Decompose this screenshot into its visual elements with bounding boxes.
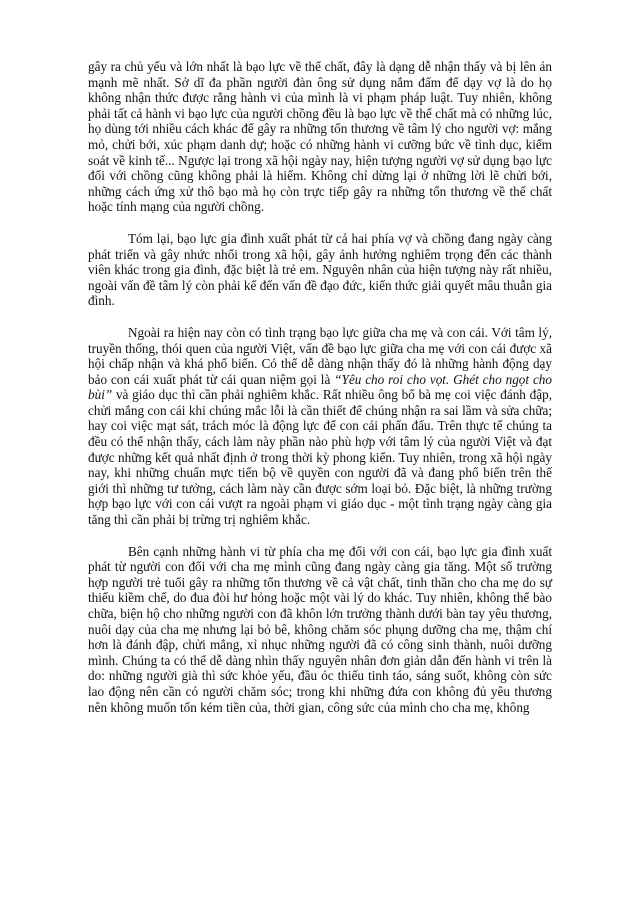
paragraph-2-text: Tóm lại, bạo lực gia đình xuất phát từ cả hai phía vợ và chồng đang ngày càng phát triển và gây nhức nhối trong xã hội, gây ảnh hưởng nghiêm trọng đến các thành viên khác trong gia đình, đặc biệt là trẻ em. Nguyên nhân của hiện tượng này rất nhiều, ngoài vấn đề tâm lý còn phải kể đến vấn đề đạo đức, kiến thức giải quyết mâu thuẫn gia đình. (88, 230, 552, 309)
paragraph-2 (88, 231, 552, 309)
paragraph-3-proverb: “Yêu cho roi cho vọt. Ghét cho ngọt cho bùi” (88, 371, 552, 403)
paragraph-3-text-start: Ngoài ra hiện nay còn có tình trạng bạo lực giữa cha mẹ và con cái. Với tâm lý, truyền thống, thói quen của người Việt, vấn đề bạo lực giữa cha mẹ với con cái được xã hội chấp nhận và khá phổ biến. Có thể dễ dàng nhận thấy đó là những hành động dạy bảo con cái xuất phát từ cái quan niệm gọi là (88, 324, 552, 387)
paragraph-4 (88, 544, 552, 716)
document-body (88, 59, 552, 715)
paragraph-1-text: gây ra chủ yếu và lớn nhất là bạo lực về thể chất, đây là dạng dễ nhận thấy và bị lên án mạnh mẽ nhất. Sở dĩ đa phần người đàn ông sử dụng nắm đấm để dạy vợ là do họ không nhận thức được rằng hành vi của mình là vi phạm pháp luật. Tuy nhiên, không phải tất cả hành vi bạo lực của người chồng đều là bạo lực về thể chất mà có những lúc, họ dùng tới nhiều cách khác để gây ra những tổn thương về tâm lý cho người vợ: mắng mỏ, chửi bới, xúc phạm danh dự; hoặc có những hành vi cưỡng bức về tình dục, kiểm soát về kinh tế... Ngược lại trong xã hội ngày nay, hiện tượng người vợ sử dụng bạo lực đối với chồng cũng không phải là hiếm. Không chỉ dừng lại ở những lời lẽ chửi bới, những cách ứng xử thô bạo mà họ còn trực tiếp gây ra những tổn thương về thể chất hoặc tính mạng của người chồng. (88, 59, 552, 215)
paragraph-1 (88, 59, 552, 215)
paragraph-3 (88, 325, 552, 528)
paragraph-3-text-end: và giáo dục thì cần phải nghiêm khắc. Rất nhiều ông bố bà mẹ coi việc đánh đập, chửi mắng con cái khi chúng mắc lỗi là cần thiết để chúng nhận ra sai lầm và sửa chữa; hay coi việc mạt sát, trách móc là động lực để con cái phấn đấu. Trên thực tế chúng ta đều có thể nhận thấy, cách làm này phần nào phù hợp với tâm lý của người Việt và đạt được những kết quả nhất định ở trong thời kỳ phong kiến. Tuy nhiên, trong xã hội ngày nay, khi những chuẩn mực tiến bộ về quyền con người đã và đang phổ biến trên thế giới thì những tư tưởng, cách làm này cần được sớm loại bỏ. Đặc biệt, là những trường hợp bạo lực với con cái vượt ra ngoài phạm vi giáo dục - một tình trạng ngày càng gia tăng thì cần phải bị trừng trị nghiêm khắc. (88, 387, 552, 528)
paragraph-4-text: Bên cạnh những hành vi từ phía cha mẹ đối với con cái, bạo lực gia đình xuất phát từ người con đối với cha mẹ mình cũng đang ngày càng gia tăng. Một số trường hợp người trẻ tuổi gây ra những tổn thương về cả vật chất, tinh thần cho cha mẹ do sự thiếu kiềm chế, do đua đòi hư hỏng hoặc một vài lý do khác. Tuy nhiên, không thể bào chữa, biện hộ cho những người con đã khôn lớn trưởng thành dưới bàn tay yêu thương, nuôi dạy của cha mẹ nhưng lại bỏ bê, không chăm sóc phụng dưỡng cha mẹ, thậm chí hơn là đánh đập, chửi mắng, xỉ nhục những người đã có công sinh thành, nuôi dưỡng mình. Chúng ta có thể dễ dàng nhìn thấy nguyên nhân đơn giản dẫn đến hành vi trên là do: những người già thì sức khỏe yếu, đầu óc thiếu tinh táo, sáng suốt, không còn sức lao động nên cần có người chăm sóc; trong khi những đứa con không đủ yêu thương nên không muốn tốn kém tiền của, thời gian, công sức của mình cho cha mẹ, không (88, 543, 552, 715)
